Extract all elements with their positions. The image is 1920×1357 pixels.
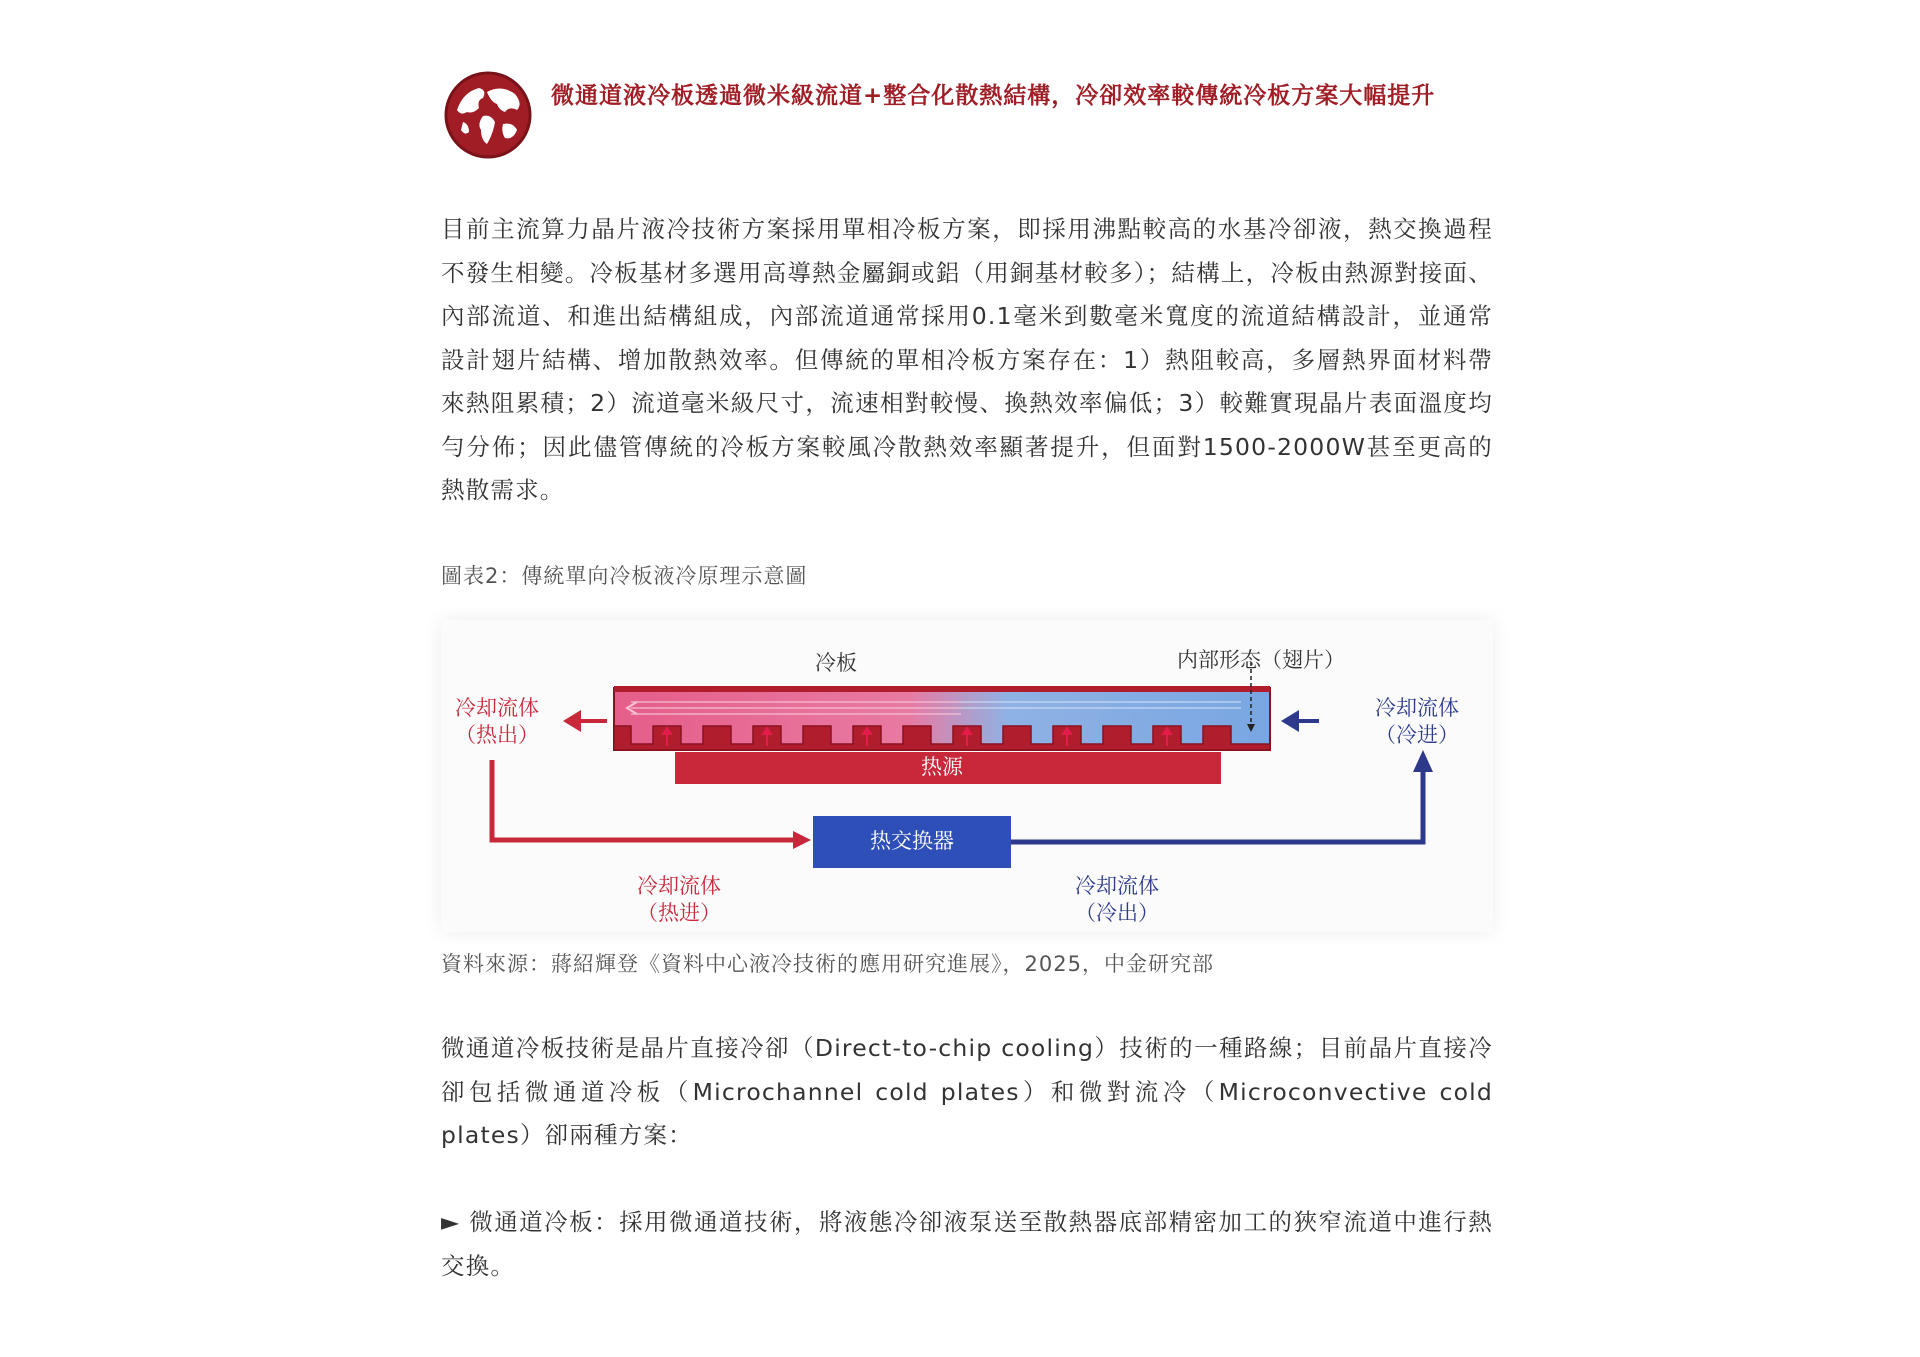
figure-source: 資料來源：蔣紹輝登《資料中心液冷技術的應用研究進展》，2025，中金研究部 [441, 952, 1214, 976]
label-hot-out-line2: （热出） [455, 723, 539, 747]
cold-plate-diagram [441, 620, 1493, 932]
figure-caption: 圖表2：傳統單向冷板液冷原理示意圖 [441, 564, 808, 588]
label-cold-in-line1: 冷却流体 [1375, 696, 1459, 720]
section-header [443, 70, 1493, 170]
globe-logo-icon [443, 70, 533, 160]
label-hot-in [631, 873, 727, 927]
cold-plate-top-edge [614, 686, 1270, 692]
label-hot-in-line2: （热进） [637, 901, 721, 925]
label-cold-out-line1: 冷却流体 [1075, 874, 1159, 898]
hot-out-arrow [563, 710, 607, 732]
label-hot-in-line1: 冷却流体 [637, 874, 721, 898]
label-hot-out [449, 695, 545, 749]
label-cold-out [1069, 873, 1165, 927]
body-paragraph-1: 目前主流算力晶片液冷技術方案採用單相冷板方案，即採用沸點較高的水基冷卻液，熱交換過程不發生相變。冷板基材多選用高導熱金屬銅或鋁（用銅基材較多）；結構上，冷板由熱源對接面、內部流道、和進出結構組成，內部流道通常採用0.1毫米到數毫米寬度的流道結構設計，並通常設計翅片結構、增加散熱效率。但傳統的單相冷板方案存在：1）熱阻較高，多層熱界面材料帶來熱阻累積；2）流道毫米級尺寸，流速相對較慢、換熱效率偏低；3）較難實現晶片表面溫度均勻分佈；因此儘管傳統的冷板方案較風冷散熱效率顯著提升，但面對1500-2000W甚至更高的熱散需求。 [441, 215, 1493, 504]
body-paragraph-2: 微通道冷板技術是晶片直接冷卻（Direct-to-chip cooling）技術的一種路線；目前晶片直接冷卻包括微通道冷板（Microchannel cold plates）和微對流冷（Microconvective cold plates）卻兩種方案： [441, 1034, 1493, 1149]
label-heat-source: 热源 [921, 755, 963, 779]
label-cold-in [1369, 695, 1465, 749]
cold-in-arrow [1281, 710, 1319, 732]
label-cold-in-line2: （冷进） [1375, 723, 1459, 747]
label-hot-out-line1: 冷却流体 [455, 696, 539, 720]
body-paragraph-3: ► 微通道冷板：採用微通道技術，將液態冷卻液泵送至散熱器底部精密加工的狹窄流道中進行熱交換。 [441, 1208, 1493, 1280]
label-cold-out-line2: （冷出） [1075, 901, 1159, 925]
section-heading: 微通道液冷板透過微米級流道+整合化散熱結構，冷卻效率較傳統冷板方案大幅提升 [551, 83, 1436, 109]
label-cold-plate: 冷板 [815, 651, 857, 675]
label-heat-exchanger: 热交换器 [870, 829, 954, 853]
label-fins: 内部形态（翅片） [1177, 648, 1345, 672]
